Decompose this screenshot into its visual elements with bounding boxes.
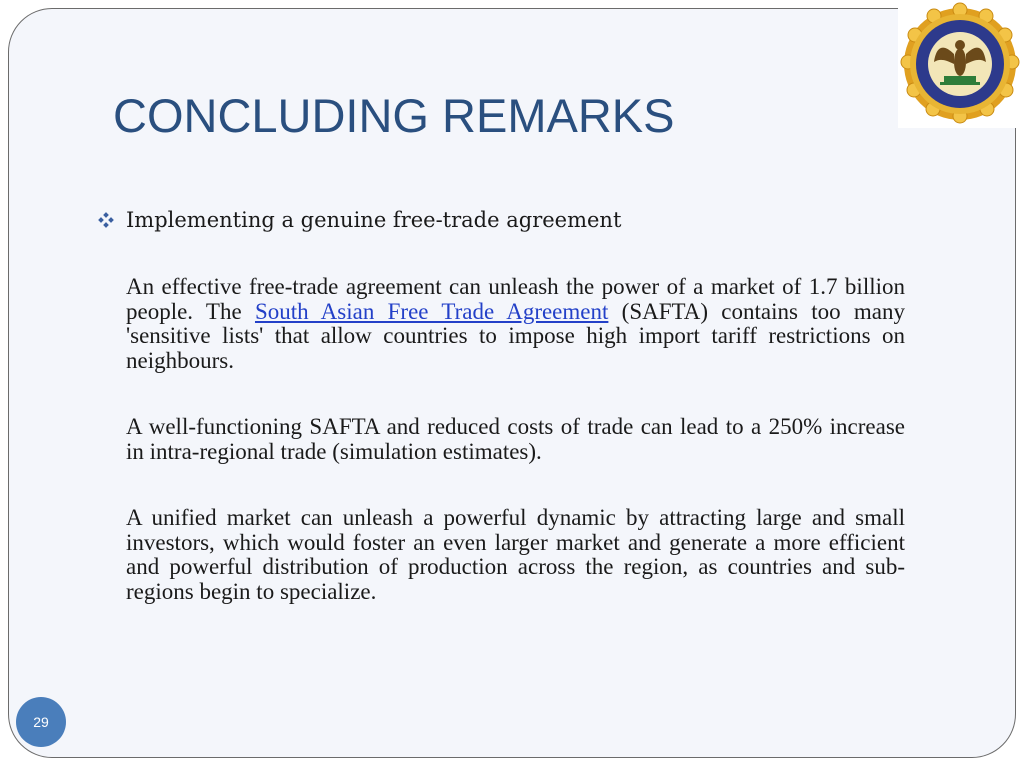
paragraph-safta-overview — [126, 275, 905, 373]
institute-eagle-emblem-icon — [898, 2, 1022, 126]
page-number: 29 — [33, 714, 49, 730]
slide-title: CONCLUDING REMARKS — [113, 89, 675, 142]
bullet-item — [98, 206, 621, 234]
paragraph-text: (SAFTA) contains too many 'sensitive lists' that allow countries to impose high import tariff restrictions on neighbours. — [126, 298, 906, 373]
diamond-bullet-icon — [98, 212, 114, 228]
paragraph-text: An effective free-trade agreement can unleash the power of a market of 1.7 billion people. The — [126, 274, 905, 324]
paragraph-trade-increase: A well-functioning SAFTA and reduced costs of trade can lead to a 250% increase in intra-regional trade (simulation estimates). — [126, 414, 905, 464]
page-number-badge — [16, 697, 66, 747]
paragraph-unified-market: A unified market can unleash a powerful dynamic by attracting large and small investors, which would foster an even larger market and generate a more efficient and powerful distribution of production across the region, as countries and sub-regions begin to specialize. — [126, 505, 905, 604]
bullet-heading: Implementing a genuine free-trade agreement — [126, 208, 622, 232]
safta-link[interactable]: South Asian Free Trade Agreement — [254, 298, 609, 324]
